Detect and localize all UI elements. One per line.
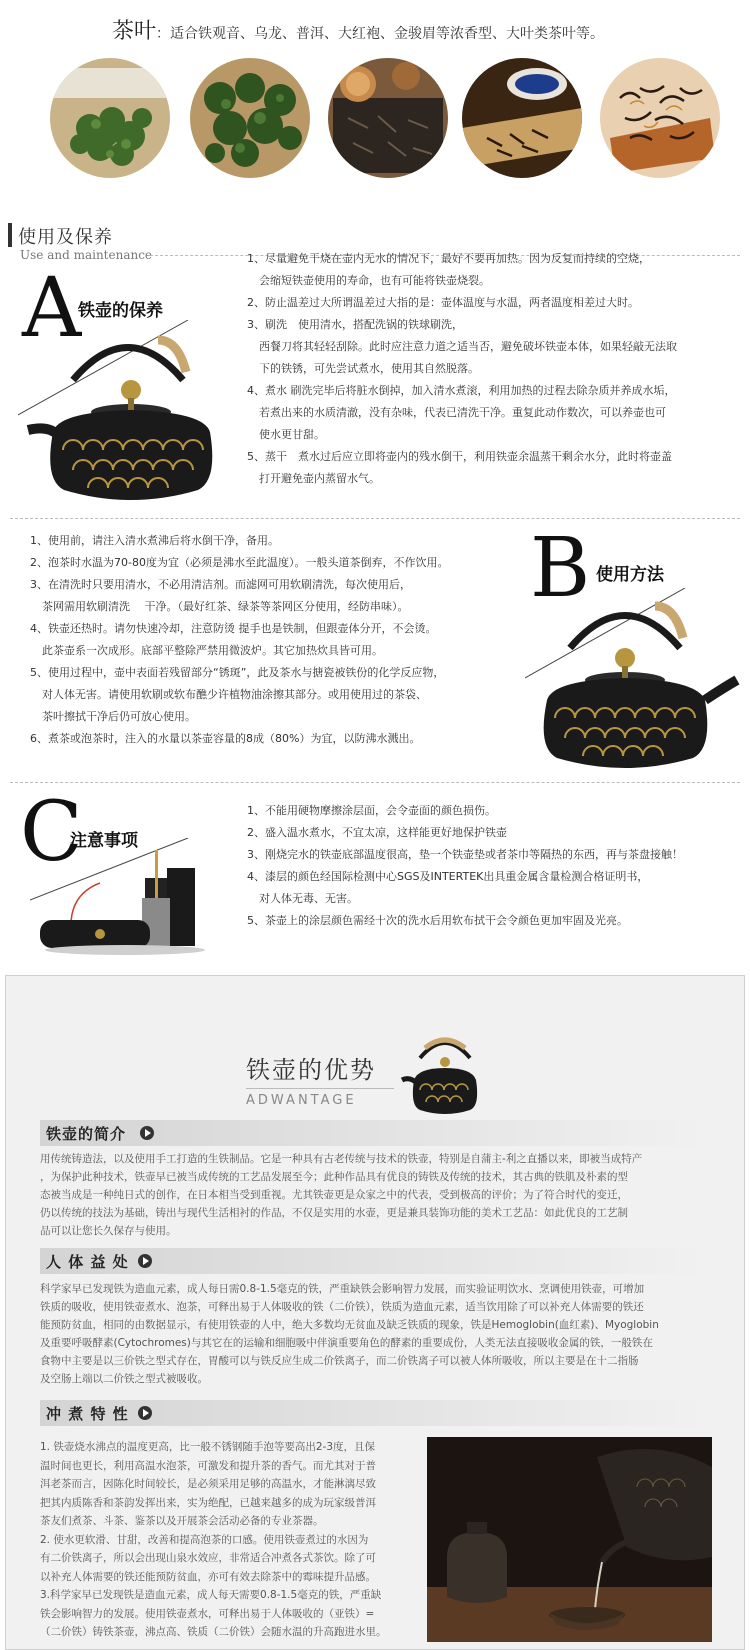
brewing-heading-bar — [40, 1400, 712, 1426]
list-item: 5、蒸干 煮水过后应立即将壶内的残水倒干，利用铁壶余温蒸干剩余水分，此时将壶盖 — [247, 450, 672, 463]
paragraph-line: 铁会影响智力的发展。使用铁壶煮水，可释出易于人体吸收的（亚铁）= — [40, 1607, 375, 1620]
paragraph-line: 及空肠上端以二价铁之型式被吸收。 — [40, 1373, 208, 1385]
paragraph-line: 温时间也更长，利用高温水泡茶，可激发和提升茶的香气。而尤其对于普 — [40, 1459, 376, 1472]
list-item: 使水更甘甜。 — [259, 428, 325, 441]
block-c-list — [247, 800, 683, 932]
arrow-right-icon — [138, 1406, 152, 1420]
paragraph-line: 用传统铸造法，以及使用手工打造的生铁制品。它是一种具有古老传统与技术的铁壶，特别是自蒲主-利之直播以来，即被当成特产 — [40, 1153, 643, 1165]
paragraph-line: 以补充人体需要的铁还能预防贫血，亦可有效去除茶中的霉味提升品感。 — [40, 1570, 376, 1583]
list-item: 下的铁锈，可先尝试煮水，使用其自然脱落。 — [259, 362, 479, 375]
advantage-kettle-icon — [400, 1030, 490, 1114]
tea-image-jinjunmei — [600, 58, 720, 178]
paragraph-line: ，为保护此种技术，铁壶早已被当成传统的工艺品发展至今；此种作品具有优良的铸铁及传统的技术，其古典的铁肌及朴素的型 — [40, 1171, 628, 1183]
paragraph-line: 茶友们煮茶、斗茶、鉴茶以及开展茶会活动必备的专业茶器。 — [40, 1515, 324, 1527]
gift-box-image — [30, 838, 215, 958]
paragraph-line: 铁质的吸收，使用铁壶煮水、泡茶，可释出易于人体吸收的铁（二价铁），铁质为造血元素，适当饮用除了可以补充人体需要的铁还 — [40, 1301, 644, 1313]
paragraph-line: 态被当成是一种纯日式的创作，在日本相当受到重视。尤其铁壶更是众家之中的代表，受到极高的评价；为了符合时代的变迁， — [40, 1189, 628, 1201]
list-item: 对人体无害。请使用软刷或软布醮少许植物油涂擦其部分。或用使用过的茶袋、 — [42, 688, 427, 701]
tea-label: 茶叶 — [112, 19, 157, 44]
section-bar — [8, 223, 12, 247]
tea-image-oolong-2 — [190, 58, 310, 178]
list-item: 打开避免壶内蒸留水气。 — [259, 472, 380, 485]
paragraph-line: 1. 铁壶烧水沸点的温度更高，比一般不锈钢随手泡等要高出2-3度，且保 — [40, 1441, 376, 1453]
list-item: 茶网需用软刷清洗 干净。（最好红茶、绿茶等茶网区分使用，经防串味）。 — [42, 600, 409, 613]
list-item: 5、茶壶上的涂层颜色需经十次的洗水后用软布拭干会令颜色更加牢固及光亮。 — [247, 914, 628, 927]
divider — [10, 782, 740, 783]
block-a-title: 铁壶的保养 — [78, 301, 163, 321]
block-a-list — [247, 248, 677, 490]
paragraph-line: 及重要呼吸酵素(Cytochromes)与其它在的运输和细胞吸中伴演重要角色的酵素的重要成份，人类无法直接吸收金属的铁，一般铁在 — [40, 1337, 653, 1349]
health-paragraph — [40, 1280, 712, 1388]
list-item: 对人体无毒、无害。 — [259, 892, 358, 905]
tea-images — [50, 58, 740, 180]
paragraph-line: 2. 使水更软滑、甘甜，改善和提高泡茶的口感。使用铁壶煮过的水因为 — [40, 1533, 369, 1546]
list-item: 4、煮水 刷洗完毕后将脏水倒掉，加入清水煮滚，利用加热的过程去除杂质并养成水垢， — [247, 384, 676, 397]
block-b-letter: B — [530, 521, 591, 616]
paragraph-line: 把其内质陈香和茶韵发挥出来，实为绝配，已越来越多的成为玩家级普洱 — [40, 1496, 376, 1509]
divider — [10, 518, 740, 519]
intro-heading: 铁壶的简介 — [46, 1125, 127, 1143]
paragraph-line: 能预防贫血，相同的由数据显示，有使用铁壶的人中，绝大多数均无贫血及缺乏铁质的现象，铁是Hemoglobin(血红素)、Myoglobin — [40, 1319, 659, 1331]
list-item: 2、泡茶时水温为70-80度为宜（必须是沸水至此温度）。一般头道茶倒弃，不作饮用。 — [30, 556, 449, 569]
list-item: 此茶壶系一次成形。底部平整除严禁用微波炉。其它加热炊具皆可用。 — [42, 644, 383, 657]
intro-paragraph — [40, 1150, 712, 1240]
advantage-title: 铁壶的优势 — [246, 1056, 376, 1084]
brewing-heading: 冲 煮 特 性 — [46, 1405, 129, 1423]
list-item: 4、铁壶还热时。请勿快速冷却，注意防烫 提手也是铁制，但跟壶体分开，不会烫。 — [30, 622, 437, 635]
paragraph-line: 食物中主要是以三价铁之型式存在，胃酸可以与铁反应生成二价铁离子，而二价铁离子可以被人体所吸收，所以主要是在十二指肠 — [40, 1355, 639, 1367]
brewing-paragraph — [40, 1438, 415, 1642]
tea-image-oolong-1 — [50, 58, 170, 178]
block-b-list — [30, 530, 448, 750]
list-item: 1、不能用硬物摩擦涂层面，会令壶面的颜色损伤。 — [247, 804, 496, 817]
list-item: 5、使用过程中，壶中表面若残留部分“锈斑”，此及茶水与搪瓷被铁份的化学反应物， — [30, 666, 445, 679]
tea-image-puer — [328, 58, 448, 178]
tea-header — [0, 0, 750, 190]
paragraph-line: 品可以让您长久保存与使用。 — [40, 1225, 177, 1237]
list-item: 会缩短铁壶使用的寿命，也有可能将铁壶烧裂。 — [259, 274, 490, 287]
block-a-letter: A — [22, 261, 82, 356]
health-heading: 人 体 益 处 — [46, 1253, 129, 1271]
list-item: 1、尽量避免干烧在壶内无水的情况下，最好不要再加热。因为反复而持续的空烧， — [247, 252, 650, 265]
block-c-title: 注意事项 — [70, 831, 138, 851]
list-item: 1、使用前，请注入清水煮沸后将水倒干净，备用。 — [30, 534, 279, 547]
list-item: 若煮出来的水质清澈，没有杂味，代表已清洗干净。重复此动作数次，可以养壶也可 — [259, 406, 666, 419]
list-item: 3、刷洗 使用清水，搭配洗锅的铁球刷洗， — [247, 318, 463, 331]
advantage-subtitle: ADWANTAGE — [246, 1093, 357, 1108]
list-item: 3、在清洗时只要用清水，不必用清洁剂。而滤网可用软刷清洗，每次使用后， — [30, 578, 411, 591]
list-item: 西餐刀将其轻轻刮除。此时应注意力道之适当否，避免破坏铁壶本体，如果轻敲无法取 — [259, 340, 677, 353]
list-item: 茶叶擦拭干净后仍可放心使用。 — [42, 710, 196, 723]
health-heading-bar — [40, 1248, 712, 1274]
block-b-title: 使用方法 — [596, 565, 664, 585]
list-item: 6、煮茶或泡茶时，注入的水量以茶壶容量的8成（80%）为宜，以防沸水溅出。 — [30, 732, 421, 745]
section-title: 使用及保养 — [18, 227, 113, 248]
tea-description: 茶叶：适合铁观音、乌龙、普洱、大红袍、金骏眉等浓香型、大叶类茶叶等。 — [112, 19, 605, 44]
list-item: 4、漆层的颜色经国际检测中心SGS及INTERTEK出具重金属含量检测合格证明书， — [247, 870, 649, 883]
paragraph-line: 科学家早已发现铁为造血元素，成人每日需0.8-1.5毫克的铁，严重缺铁会影响智力发展，而实验证明饮水、烹调使用铁壶，可增加 — [40, 1283, 645, 1295]
block-c-letter: C — [20, 785, 83, 880]
list-item: 2、防止温差过大所谓温差过大指的是：壶体温度与水温，两者温度相差过大时。 — [247, 296, 639, 309]
list-item: 2、盛入温水煮水，不宜太凉，这样能更好地保护铁壶 — [247, 826, 507, 839]
kettle-image-b — [525, 588, 740, 778]
advantage-title-rule — [246, 1088, 394, 1089]
section-subtitle: Use and maintenance — [20, 248, 153, 262]
arrow-right-icon — [138, 1254, 152, 1268]
kettle-image-a — [18, 320, 218, 510]
paragraph-line: 仍以传统的技法为基础，铸出与现代生活相衬的作品，不仅是实用的水壶，更是兼具装饰功能的美术工艺品：如此优良的工艺制 — [40, 1207, 628, 1219]
paragraph-line: 有二价铁离子，所以会出现山泉水效应，非常适合冲煮各式茶饮。除了可 — [40, 1552, 376, 1564]
list-item: 3、刚烧完水的铁壶底部温度很高，垫一个铁壶垫或者茶巾等隔热的东西，再与茶盘接触！ — [247, 848, 683, 861]
paragraph-line: 洱老茶而言，因陈化时间较长，是必须采用足够的高温水，才能淋漓尽致 — [40, 1478, 376, 1490]
tea-image-dahongpao — [462, 58, 582, 178]
arrow-right-icon — [140, 1126, 154, 1140]
intro-heading-bar — [40, 1120, 712, 1146]
pouring-tea-photo — [427, 1437, 712, 1642]
paragraph-line: （二价铁）铸铁茶壶，沸点高、铁质（二价铁）会随水温的升高跑进水里。 — [40, 1626, 387, 1638]
tea-text: 适合铁观音、乌龙、普洱、大红袍、金骏眉等浓香型、大叶类茶叶等。 — [170, 26, 605, 42]
paragraph-line: 3.科学家早已发现铁是造血元素，成人每天需要0.8-1.5毫克的铁，严重缺 — [40, 1589, 382, 1601]
